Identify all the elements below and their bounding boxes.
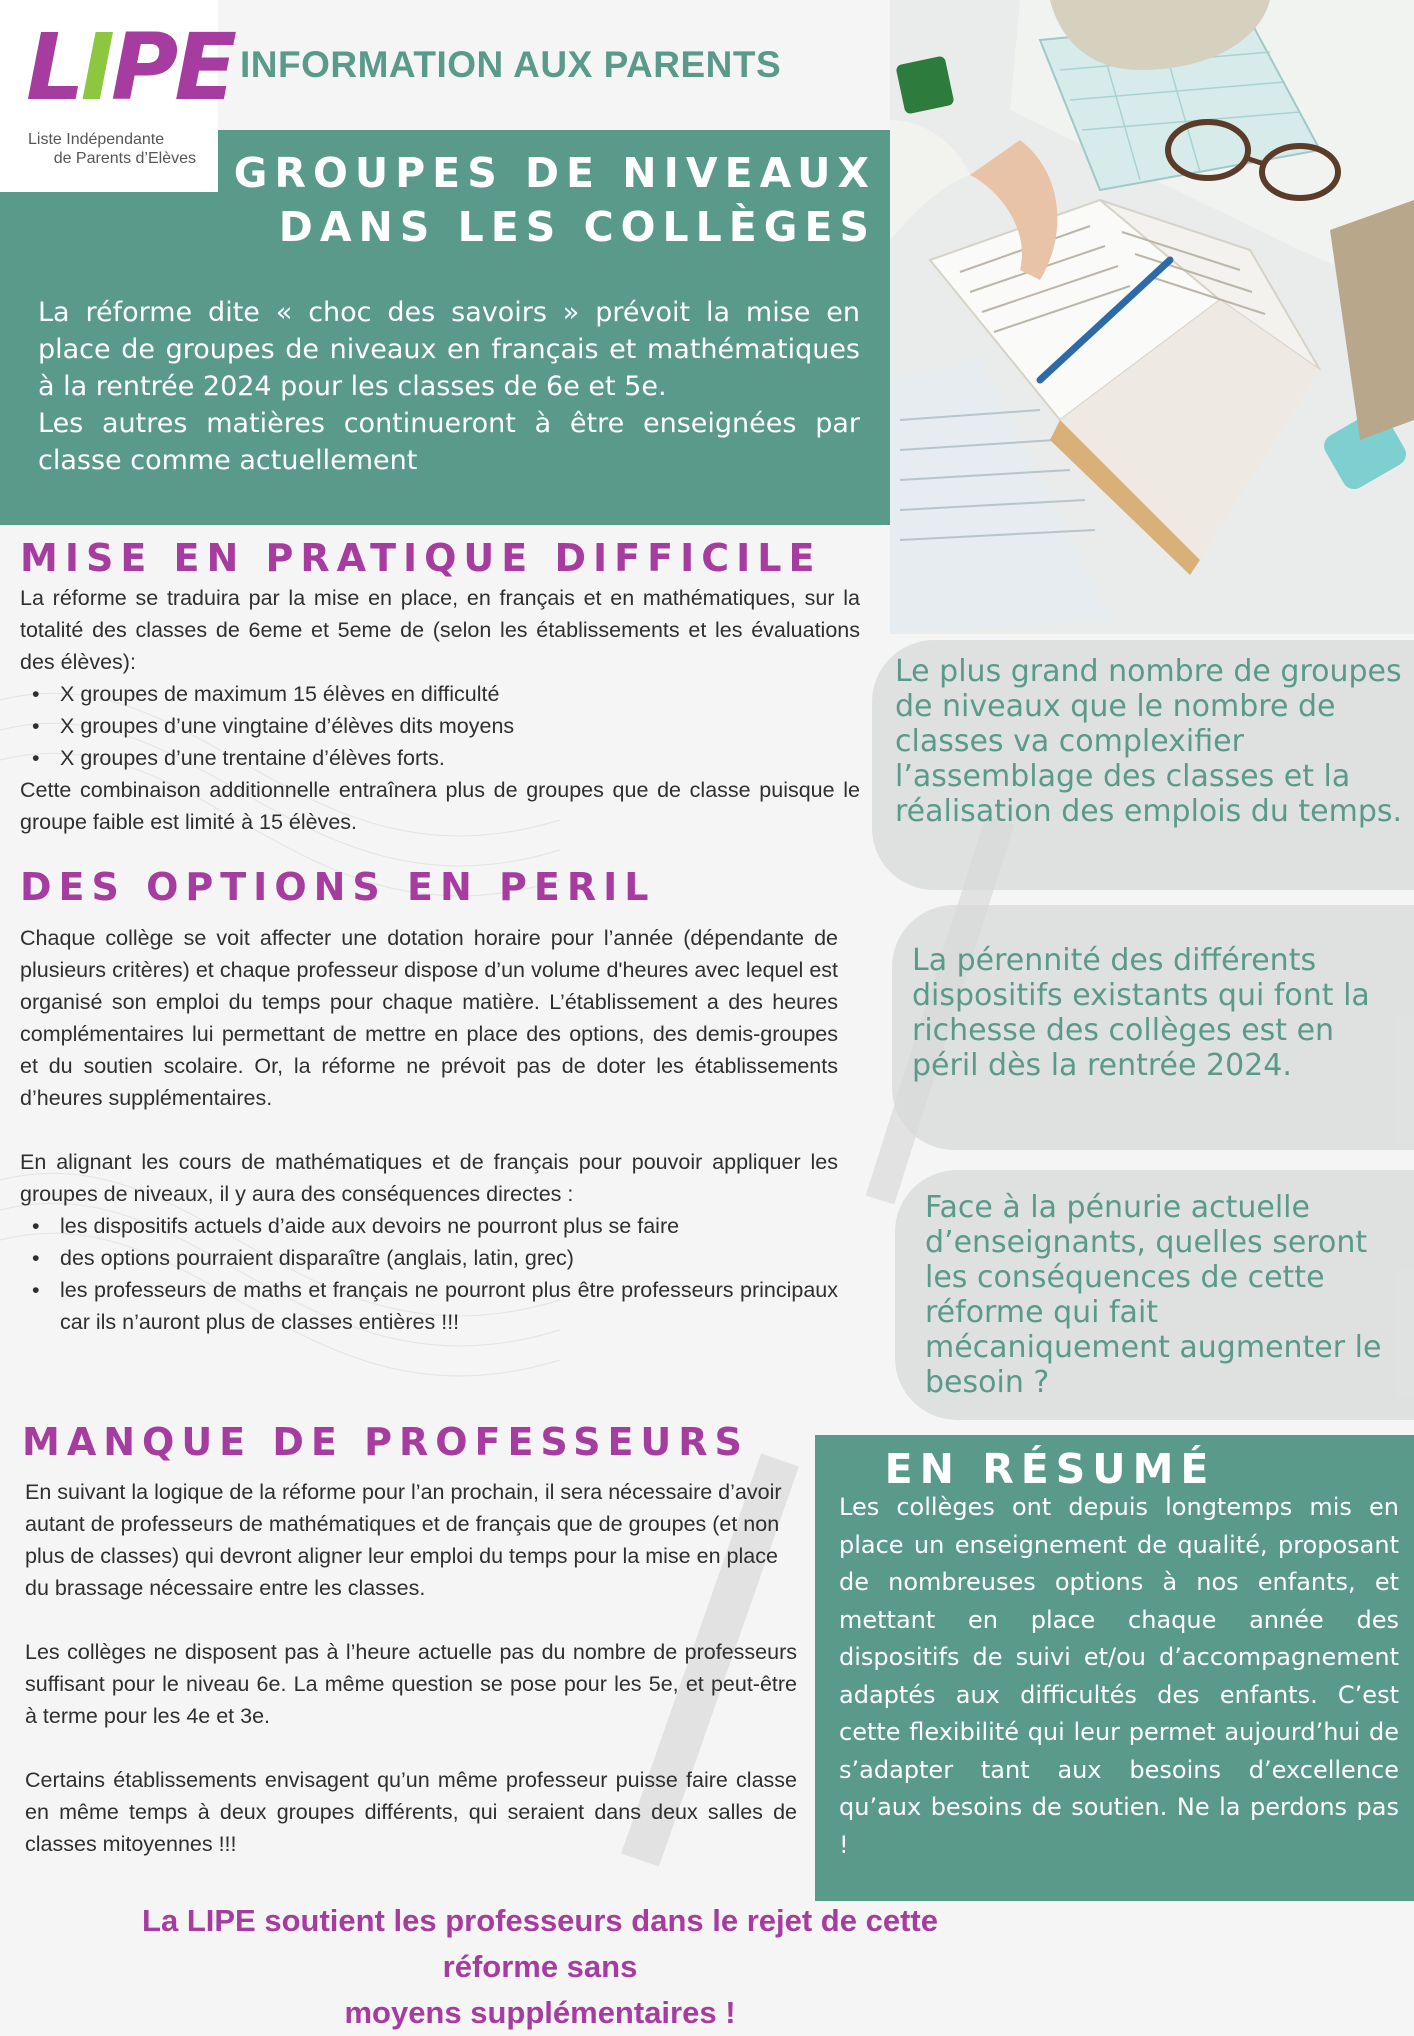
logo-letter: L bbox=[26, 14, 81, 121]
callout-text: Le plus grand nombre de groupes de niveaux que le nombre de classes va complexifier l’assemblage des classes et la réalisation des emplois du temps. bbox=[895, 654, 1403, 829]
callout-text: La pérennité des différents dispositifs existants qui font la richesse des collèges est en péril dès la rentrée 2024. bbox=[912, 943, 1370, 1083]
logo-wordmark bbox=[26, 14, 234, 121]
page-title-line: DANS LES COLLÈGES bbox=[278, 203, 876, 251]
paragraph: Chaque collège se voit affecter une dotation horaire pour l’année (dépendante de plusieurs critères) et chaque professeur dispose d’un volume d'heures avec lequel est organisé son emploi du temps pour chaque matière. L’établissement a des heures complémentaires lui permettant de mettre en place des options, des demis-groupes et du soutien scolaire. Or, la réforme ne prévoit pas de doter les établissements d’heures supplémentaires. bbox=[20, 926, 838, 1110]
logo-letter: P bbox=[110, 14, 175, 121]
section-body-options bbox=[20, 922, 838, 1338]
intro-text bbox=[38, 294, 860, 479]
paragraph: En suivant la logique de la réforme pour l’an prochain, il sera nécessaire d’avoir autant de professeurs de mathématiques et de français que de groupes (et non plus de classes) qui devront aligner leur emploi du temps pour la mise en place du brassage nécessaire entre les classes. bbox=[25, 1480, 782, 1600]
section-body-pratique bbox=[20, 582, 860, 838]
paragraph: La réforme se traduira par la mise en place, en français et en mathématiques, sur la totalité des classes de 6eme et 5eme de (selon les établissements et les évaluations des élèves): bbox=[20, 586, 860, 674]
logo-subtitle bbox=[28, 130, 196, 168]
list-item: • X groupes de maximum 15 élèves en difficulté bbox=[20, 678, 860, 710]
paragraph: En alignant les cours de mathématiques et de français pour pouvoir appliquer les groupes de niveaux, il y aura des conséquences directes : bbox=[20, 1150, 838, 1206]
study-photo bbox=[890, 0, 1414, 634]
list-item: • X groupes d’une vingtaine d’élèves dits moyens bbox=[20, 710, 860, 742]
page-title bbox=[234, 146, 876, 254]
bullet-list bbox=[20, 1210, 838, 1338]
intro-paragraph: La réforme dite « choc des savoirs » prévoit la mise en place de groupes de niveaux en français et mathématiques à la rentrée 2024 pour les classes de 6e et 5e. bbox=[38, 297, 860, 402]
summary-title: EN RÉSUMÉ bbox=[884, 1445, 1216, 1493]
summary-box bbox=[815, 1435, 1414, 1901]
logo-subtitle-line: de Parents d’Elèves bbox=[53, 150, 196, 167]
intro-paragraph: Les autres matières continueront à être enseignées par classe comme actuellement bbox=[38, 408, 860, 476]
callout-text: Face à la pénurie actuelle d’enseignants, quelles seront les conséquences de cette réforme qui fait mécaniquement augmenter le besoin ? bbox=[925, 1190, 1382, 1400]
logo-letter: E bbox=[174, 14, 234, 121]
header-kicker: INFORMATION AUX PARENTS bbox=[240, 44, 782, 85]
list-item: • des options pourraient disparaître (anglais, latin, grec) bbox=[20, 1242, 838, 1274]
logo-letter: I bbox=[80, 14, 111, 121]
paragraph: Les collèges ne disposent pas à l’heure actuelle pas du nombre de professeurs suffisant pour le niveau 6e. La même question se pose pour les 5e, et peut-être à terme pour les 4e et 3e. bbox=[25, 1640, 797, 1728]
lipe-logo bbox=[0, 0, 234, 192]
footer-statement bbox=[120, 1898, 960, 2036]
footer-line: La LIPE soutient les professeurs dans le rejet de cette réforme sans bbox=[142, 1903, 938, 1984]
section-title-pratique: MISE EN PRATIQUE DIFFICILE bbox=[20, 536, 822, 580]
summary-text: Les collèges ont depuis longtemps mis en place un enseignement de qualité, proposant de nombreuses options à nos enfants, et mettant en place chaque année des dispositifs de suivi et/ou d’accompagnement adaptés aux difficultés des enfants. C’est cette flexibilité qui leur permet aujourd’hui de s’adapter tant aux besoins d’excellence qu’aux besoins de soutien. Ne la perdons pas ! bbox=[839, 1493, 1399, 1859]
list-item: • X groupes d’une trentaine d’élèves forts. bbox=[20, 742, 860, 774]
section-title-options: DES OPTIONS EN PERIL bbox=[20, 865, 656, 909]
section-body-professeurs bbox=[25, 1476, 797, 1860]
list-item: • les professeurs de maths et français ne pourront plus être professeurs principaux car ils n’auront plus de classes entières !!! bbox=[20, 1274, 838, 1338]
logo-subtitle-line: Liste Indépendante bbox=[28, 131, 165, 148]
bullet-list bbox=[20, 678, 860, 774]
paragraph: Certains établissements envisagent qu’un même professeur puisse faire classe en même temps à deux groupes différents, qui seraient dans deux salles de classes mitoyennes !!! bbox=[25, 1768, 797, 1856]
paragraph: Cette combinaison additionnelle entraînera plus de groupes que de classe puisque le groupe faible est limité à 15 élèves. bbox=[20, 778, 860, 834]
list-item: • les dispositifs actuels d’aide aux devoirs ne pourront plus se faire bbox=[20, 1210, 838, 1242]
footer-line: moyens supplémentaires ! bbox=[344, 1995, 736, 2030]
page-title-line: GROUPES DE NIVEAUX bbox=[233, 149, 876, 197]
section-title-professeurs: MANQUE DE PROFESSEURS bbox=[22, 1420, 749, 1464]
